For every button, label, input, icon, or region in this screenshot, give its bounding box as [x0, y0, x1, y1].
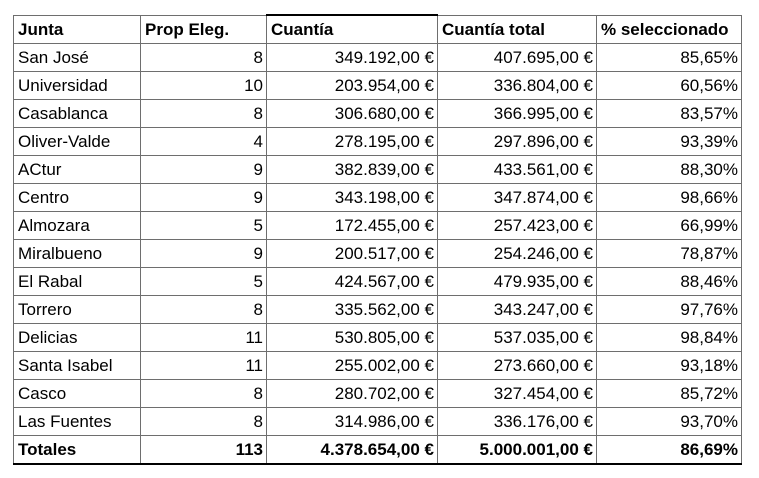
- cuantia-total-cell[interactable]: 366.995,00 €: [438, 100, 597, 128]
- junta-cell[interactable]: ACtur: [14, 156, 141, 184]
- table-body: [14, 15, 742, 464]
- cuantia-total-cell[interactable]: 336.804,00 €: [438, 72, 597, 100]
- table-row: [14, 72, 742, 100]
- cuantia-total-cell[interactable]: 327.454,00 €: [438, 380, 597, 408]
- cuantia-total-cell[interactable]: 257.423,00 €: [438, 212, 597, 240]
- cuantia-cell[interactable]: 335.562,00 €: [267, 296, 438, 324]
- table-row: [14, 324, 742, 352]
- porcentaje-cell[interactable]: 93,39%: [597, 128, 742, 156]
- cuantia-cell[interactable]: 200.517,00 €: [267, 240, 438, 268]
- porcentaje-cell[interactable]: 93,18%: [597, 352, 742, 380]
- cuantia-cell[interactable]: 172.455,00 €: [267, 212, 438, 240]
- porcentaje-cell[interactable]: 98,66%: [597, 184, 742, 212]
- cuantia-total-cell[interactable]: 297.896,00 €: [438, 128, 597, 156]
- prop-eleg-cell[interactable]: 9: [141, 156, 267, 184]
- header-junta[interactable]: Junta: [14, 15, 141, 44]
- prop-eleg-cell[interactable]: 8: [141, 296, 267, 324]
- porcentaje-cell[interactable]: 97,76%: [597, 296, 742, 324]
- cuantia-total-cell[interactable]: 433.561,00 €: [438, 156, 597, 184]
- cuantia-total-cell[interactable]: 343.247,00 €: [438, 296, 597, 324]
- header-cuantia[interactable]: Cuantía: [267, 15, 438, 44]
- totals-row: [14, 436, 742, 465]
- porcentaje-cell[interactable]: 98,84%: [597, 324, 742, 352]
- porcentaje-cell[interactable]: 88,46%: [597, 268, 742, 296]
- table-row: [14, 352, 742, 380]
- prop-eleg-cell[interactable]: 11: [141, 352, 267, 380]
- junta-cell[interactable]: Las Fuentes: [14, 408, 141, 436]
- porcentaje-cell[interactable]: 66,99%: [597, 212, 742, 240]
- table-row: [14, 156, 742, 184]
- totals-cuantia-total-cell[interactable]: 5.000.001,00 €: [438, 436, 597, 465]
- header-cuantia-total[interactable]: Cuantía total: [438, 15, 597, 44]
- table-row: [14, 100, 742, 128]
- header-row: [14, 15, 742, 44]
- porcentaje-cell[interactable]: 78,87%: [597, 240, 742, 268]
- porcentaje-cell[interactable]: 85,72%: [597, 380, 742, 408]
- cuantia-cell[interactable]: 349.192,00 €: [267, 44, 438, 72]
- prop-eleg-cell[interactable]: 4: [141, 128, 267, 156]
- header-prop-eleg[interactable]: Prop Eleg.: [141, 15, 267, 44]
- table-row: [14, 184, 742, 212]
- cuantia-total-cell[interactable]: 254.246,00 €: [438, 240, 597, 268]
- cuantia-total-cell[interactable]: 273.660,00 €: [438, 352, 597, 380]
- cuantia-cell[interactable]: 255.002,00 €: [267, 352, 438, 380]
- prop-eleg-cell[interactable]: 8: [141, 380, 267, 408]
- prop-eleg-cell[interactable]: 10: [141, 72, 267, 100]
- junta-cell[interactable]: Oliver-Valde: [14, 128, 141, 156]
- porcentaje-cell[interactable]: 83,57%: [597, 100, 742, 128]
- prop-eleg-cell[interactable]: 9: [141, 240, 267, 268]
- junta-cell[interactable]: Santa Isabel: [14, 352, 141, 380]
- prop-eleg-cell[interactable]: 8: [141, 44, 267, 72]
- cuantia-cell[interactable]: 306.680,00 €: [267, 100, 438, 128]
- cuantia-total-cell[interactable]: 347.874,00 €: [438, 184, 597, 212]
- porcentaje-cell[interactable]: 60,56%: [597, 72, 742, 100]
- junta-cell[interactable]: Universidad: [14, 72, 141, 100]
- totals-cuantia-cell[interactable]: 4.378.654,00 €: [267, 436, 438, 465]
- table-row: [14, 212, 742, 240]
- prop-eleg-cell[interactable]: 9: [141, 184, 267, 212]
- totals-junta-cell[interactable]: Totales: [14, 436, 141, 465]
- cuantia-total-cell[interactable]: 479.935,00 €: [438, 268, 597, 296]
- porcentaje-cell[interactable]: 93,70%: [597, 408, 742, 436]
- cuantia-cell[interactable]: 280.702,00 €: [267, 380, 438, 408]
- prop-eleg-cell[interactable]: 8: [141, 100, 267, 128]
- junta-cell[interactable]: Casablanca: [14, 100, 141, 128]
- data-table: [13, 14, 742, 465]
- totals-porcentaje-cell[interactable]: 86,69%: [597, 436, 742, 465]
- header-porcentaje-seleccionado[interactable]: % seleccionado: [597, 15, 742, 44]
- prop-eleg-cell[interactable]: 5: [141, 268, 267, 296]
- junta-cell[interactable]: El Rabal: [14, 268, 141, 296]
- table-row: [14, 296, 742, 324]
- junta-cell[interactable]: San José: [14, 44, 141, 72]
- prop-eleg-cell[interactable]: 8: [141, 408, 267, 436]
- junta-cell[interactable]: Delicias: [14, 324, 141, 352]
- porcentaje-cell[interactable]: 85,65%: [597, 44, 742, 72]
- table-row: [14, 408, 742, 436]
- cuantia-cell[interactable]: 343.198,00 €: [267, 184, 438, 212]
- cuantia-total-cell[interactable]: 336.176,00 €: [438, 408, 597, 436]
- cuantia-cell[interactable]: 382.839,00 €: [267, 156, 438, 184]
- cuantia-cell[interactable]: 530.805,00 €: [267, 324, 438, 352]
- junta-cell[interactable]: Centro: [14, 184, 141, 212]
- junta-cell[interactable]: Miralbueno: [14, 240, 141, 268]
- cuantia-cell[interactable]: 314.986,00 €: [267, 408, 438, 436]
- cuantia-total-cell[interactable]: 407.695,00 €: [438, 44, 597, 72]
- totals-prop-eleg-cell[interactable]: 113: [141, 436, 267, 465]
- prop-eleg-cell[interactable]: 11: [141, 324, 267, 352]
- table-row: [14, 380, 742, 408]
- junta-cell[interactable]: Torrero: [14, 296, 141, 324]
- cuantia-cell[interactable]: 278.195,00 €: [267, 128, 438, 156]
- cuantia-cell[interactable]: 203.954,00 €: [267, 72, 438, 100]
- junta-cell[interactable]: Casco: [14, 380, 141, 408]
- table-row: [14, 240, 742, 268]
- porcentaje-cell[interactable]: 88,30%: [597, 156, 742, 184]
- table-row: [14, 128, 742, 156]
- junta-cell[interactable]: Almozara: [14, 212, 141, 240]
- cuantia-total-cell[interactable]: 537.035,00 €: [438, 324, 597, 352]
- prop-eleg-cell[interactable]: 5: [141, 212, 267, 240]
- table-row: [14, 268, 742, 296]
- table-row: [14, 44, 742, 72]
- cuantia-cell[interactable]: 424.567,00 €: [267, 268, 438, 296]
